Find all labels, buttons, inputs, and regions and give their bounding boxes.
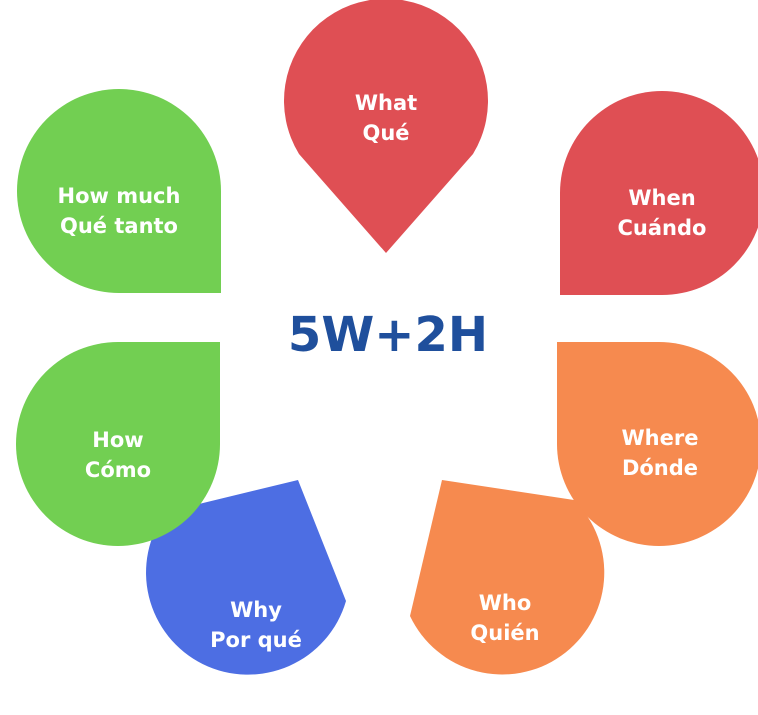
petal-when-label-en: When: [628, 186, 696, 210]
petal-how: [16, 342, 220, 546]
petal-how-much: [17, 89, 221, 293]
petal-what-label-es: Qué: [362, 121, 410, 145]
petal-when-label-es: Cuándo: [617, 216, 707, 240]
petal-who-label-en: Who: [478, 591, 532, 615]
petal-where-label-es: Dónde: [621, 456, 699, 480]
petal-who-label-es: Quién: [470, 621, 540, 645]
petal-what: [284, 0, 488, 253]
petal-why-label-es: Por qué: [210, 628, 302, 652]
petal-how-much-label-en: How much: [57, 184, 181, 208]
petal-when: [560, 91, 758, 295]
petal-who-shape: [410, 480, 604, 675]
petal-where: [557, 342, 758, 546]
petal-how-much-label-es: Qué tanto: [60, 214, 178, 238]
petal-who: [410, 480, 604, 675]
petal-why-label-en: Why: [230, 598, 282, 622]
center-title: 5W+2H: [287, 307, 489, 363]
petal-how-label-en: How: [92, 428, 144, 452]
petal-how-label-es: Cómo: [84, 458, 152, 482]
petal-what-label-en: What: [354, 91, 418, 115]
petal-where-label-en: Where: [621, 426, 699, 450]
